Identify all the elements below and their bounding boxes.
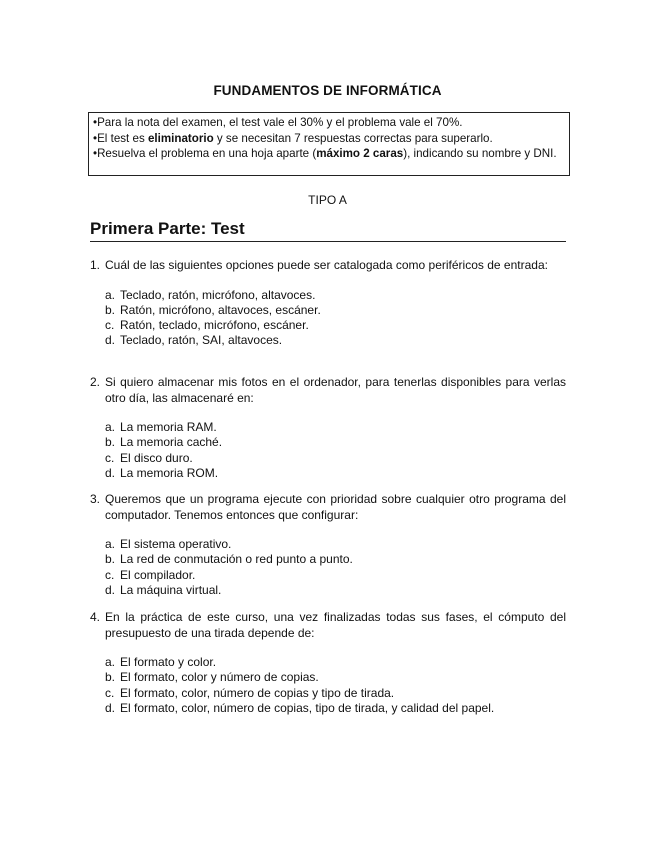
option: d. El formato, color, número de copias, tipo de tirada, y calidad del papel. [105, 700, 495, 715]
question-number: 1. [90, 258, 101, 272]
instruction-line: •Resuelva el problema en una hoja aparte (máximo 2 caras), indicando su nombre y DNI. [93, 147, 557, 160]
option: a. La memoria RAM. [105, 420, 217, 434]
bullet: • [93, 116, 98, 129]
option: a. Teclado, ratón, micrófono, altavoces. [105, 287, 316, 302]
question-number: 3. [90, 492, 101, 506]
option: c. El compilador. [105, 567, 196, 582]
option: c. Ratón, teclado, micrófono, escáner. [105, 318, 309, 333]
option: d. Teclado, ratón, SAI, altavoces. [105, 333, 283, 348]
options-list [105, 288, 566, 349]
bullet: • [93, 131, 98, 145]
option: b. La memoria caché. [105, 435, 223, 450]
bullet: • [93, 147, 98, 160]
instructions-box [88, 112, 570, 176]
question [90, 492, 566, 598]
question [90, 375, 566, 481]
option: a. El sistema operativo. [105, 537, 232, 551]
question-text: En la práctica de este curso, una vez finalizadas todas sus fases, el cómputo del presupuesto de una tirada depende de: [105, 610, 566, 640]
question-number: 4. [90, 610, 101, 624]
option: d. La máquina virtual. [105, 582, 222, 597]
exam-type: TIPO A [308, 193, 347, 207]
option: d. La memoria ROM. [105, 465, 219, 480]
option: a. El formato y color. [105, 655, 217, 669]
question-text: Si quiero almacenar mis fotos en el ordenador, para tenerlas disponibles para verlas otro día, las almacenaré en: [105, 375, 566, 405]
instruction-line: •Para la nota del examen, el test vale el 30% y el problema vale el 70%. [93, 116, 463, 129]
page-title: FUNDAMENTOS DE INFORMÁTICA [213, 83, 442, 98]
question-text: Queremos que un programa ejecute con prioridad sobre cualquier otro programa del computador. Tenemos entonces que configurar: [105, 492, 566, 522]
options-list [105, 655, 566, 716]
option: c. El disco duro. [105, 450, 193, 465]
option: b. El formato, color y número de copias. [105, 670, 319, 685]
question-number: 2. [90, 375, 101, 389]
question [90, 258, 566, 349]
question-text: Cuál de las siguientes opciones puede ser catalogada como periféricos de entrada: [105, 258, 548, 272]
option: b. La red de conmutación o red punto a punto. [105, 552, 353, 567]
section-title: Primera Parte: Test [90, 219, 566, 242]
question [90, 610, 566, 716]
options-list [105, 537, 566, 598]
instruction-line: •El test es eliminatorio y se necesitan 7 respuestas correctas para superarlo. [93, 131, 493, 145]
option: b. Ratón, micrófono, altavoces, escáner. [105, 302, 321, 317]
options-list [105, 420, 566, 481]
option: c. El formato, color, número de copias y tipo de tirada. [105, 685, 395, 700]
